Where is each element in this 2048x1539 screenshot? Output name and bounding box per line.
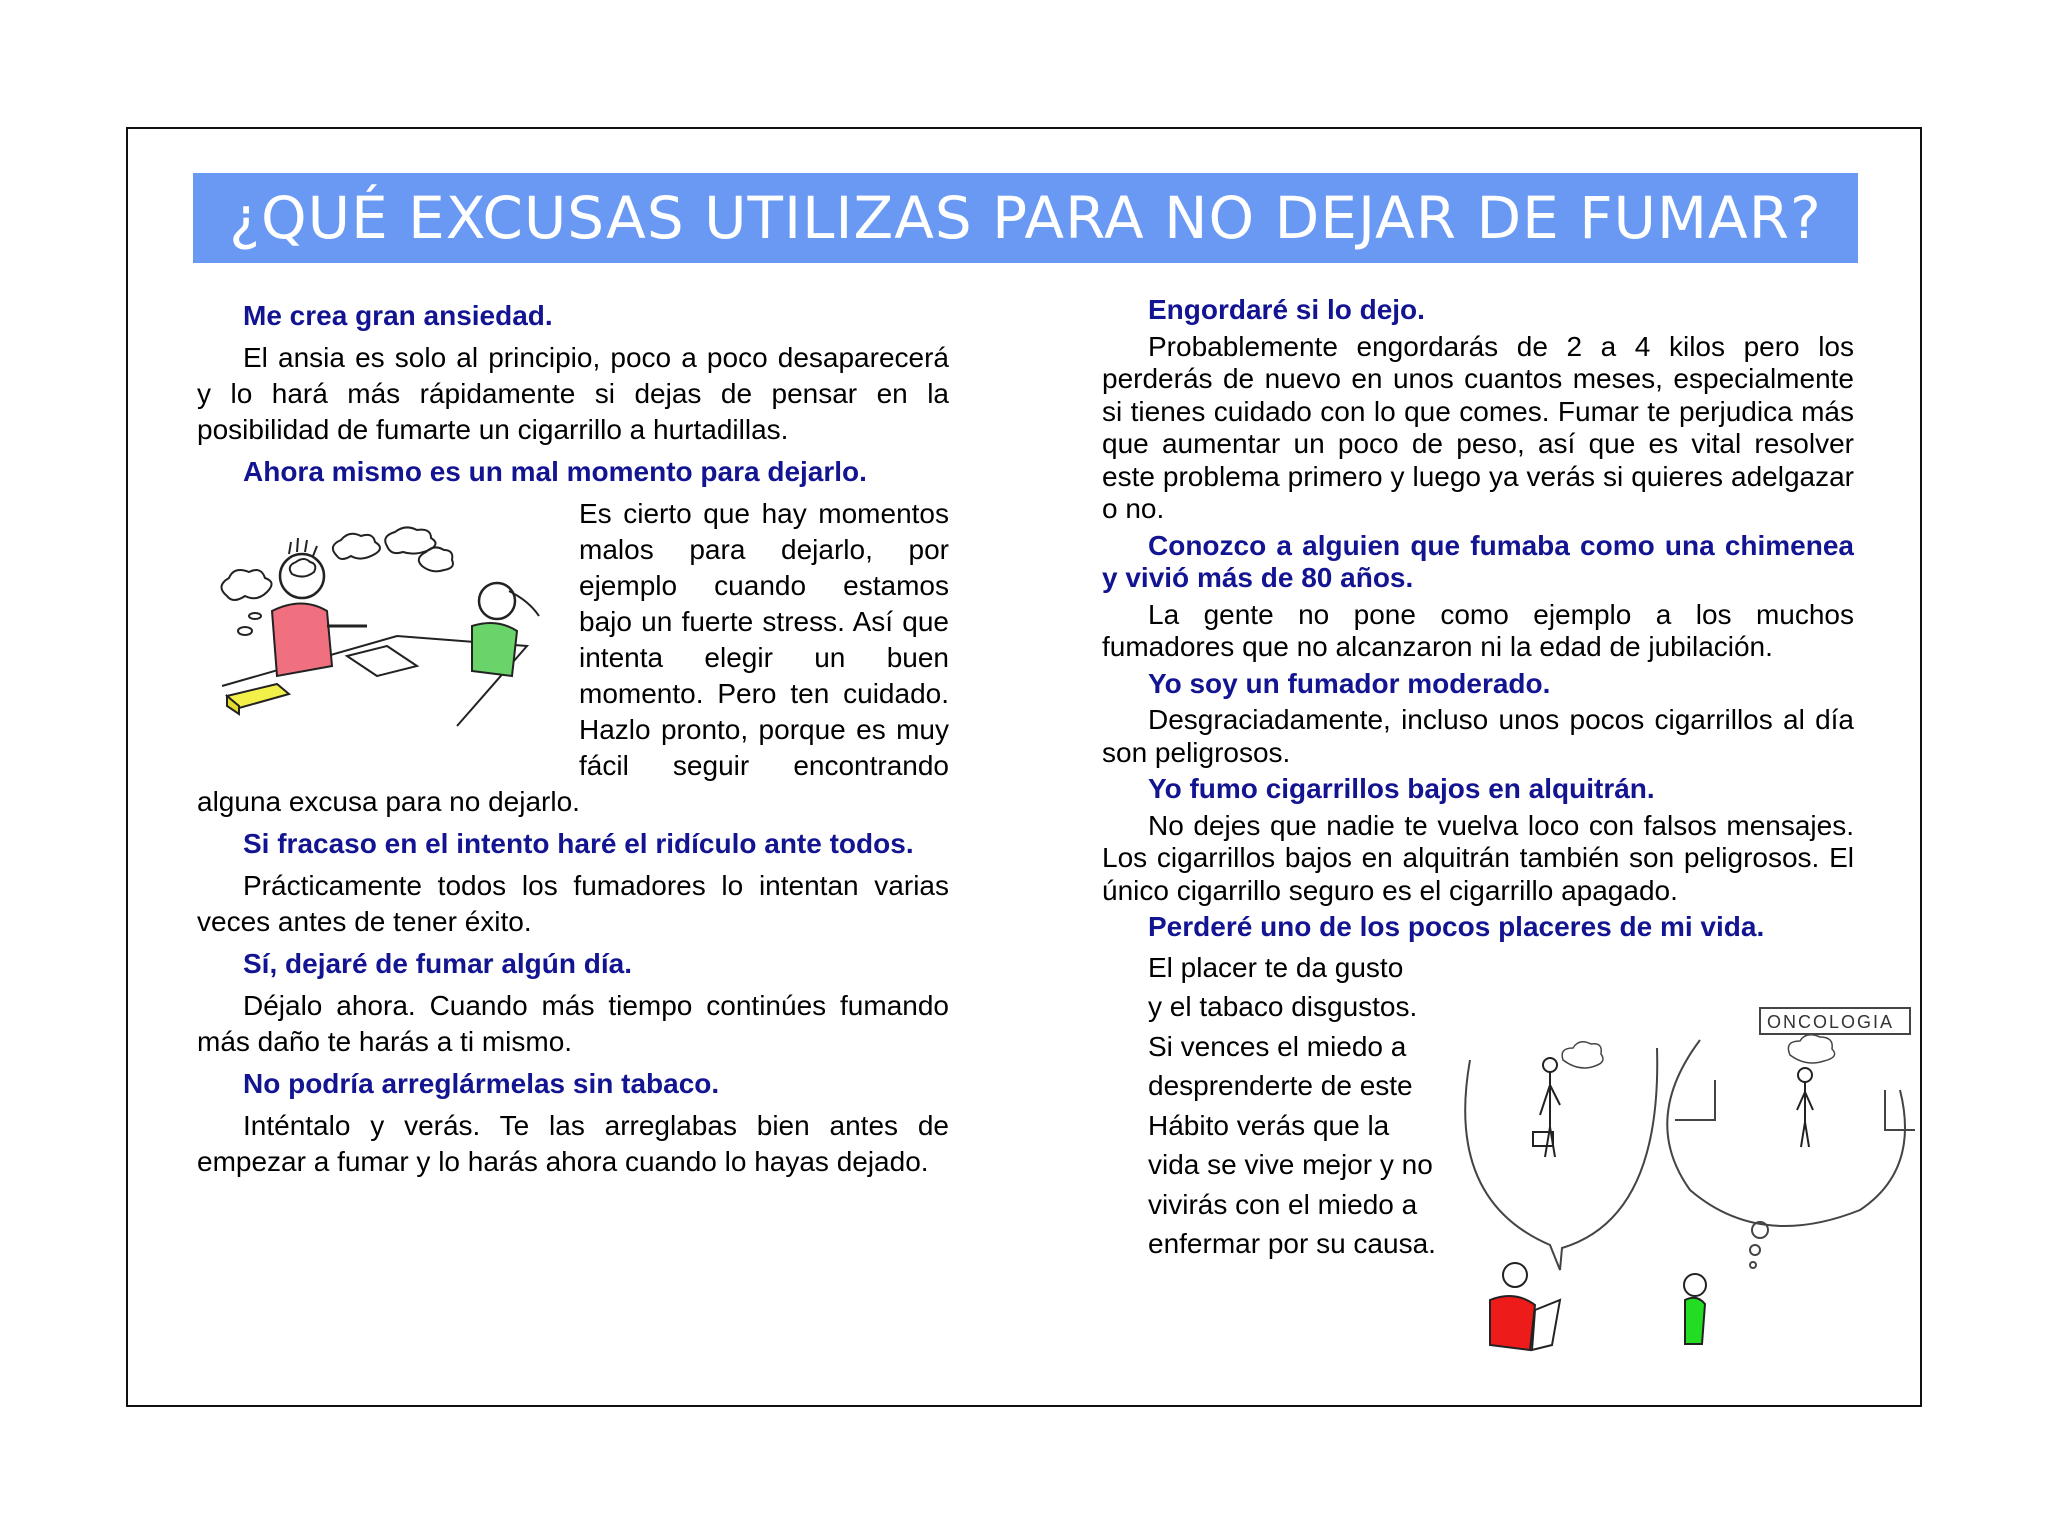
excuse-heading-low-tar: Yo fumo cigarrillos bajos en alquitrán. [1148,773,1655,804]
poem-line: y el tabaco disgustos. [1148,991,1418,1022]
excuse-heading-pleasure: Perderé uno de los pocos placeres de mi vida. [1148,911,1765,942]
smokers-table-illustration [197,496,567,756]
excuse-body-weight: Probablemente engordarás de 2 a 4 kilos pero los perderás de nuevo en unos cuantos meses, especialmente si tienes cuidado con lo que comes. Fumar te perjudica más que aumentar un poco de peso, así que es vital resolver este problema primero y luego ya verás si quieres adelgazar o no. [1102,330,1854,524]
excuse-heading-anxiety: Me crea gran ansiedad. [243,300,553,331]
excuse-body-ridicule: Prácticamente todos los fumadores lo intentan varias veces antes de tener éxito. [197,870,949,937]
excuse-body-chimney: La gente no pone como ejemplo a los muchos fumadores que no alcanzaron ni la edad de jubilación. [1102,598,1854,662]
oncology-thought-illustration [1455,1000,1915,1370]
excuse-heading-weight: Engordaré si lo dejo. [1148,294,1425,325]
poem-line: vivirás con el miedo a [1148,1188,1418,1220]
excuse-heading-ridicule: Si fracaso en el intento haré el ridículo ante todos. [243,828,914,859]
excuse-body-low-tar: No dejes que nadie te vuelva loco con falsos mensajes. Los cigarrillos bajos en alquitrán también son peligrosos. El único cigarrillo seguro es el cigarrillo apagado. [1102,809,1854,906]
poem-line: Si vences el miedo a [1148,1030,1407,1062]
excuse-heading-bad-moment: Ahora mismo es un mal momento para dejarlo. [243,456,867,487]
excuse-heading-cant-cope: No podría arreglármelas sin tabaco. [243,1068,720,1099]
poem-line: Hábito verás que la [1148,1109,1390,1141]
excuse-heading-someday: Sí, dejaré de fumar algún día. [243,948,632,979]
excuse-body-bad-moment-wrap [197,496,949,820]
excuse-body-moderate: Desgraciadamente, incluso unos pocos cigarrillos al día son peligrosos. [1102,704,1854,768]
oncology-sign-text: ONCOLOGIA [1767,1012,1895,1032]
excuse-heading-chimney: Conozco a alguien que fumaba como una chimenea y vivió más de 80 años. [1102,529,1854,593]
excuse-body-cant-cope: Inténtalo y verás. Te las arreglabas bien antes de empezar a fumar y lo harás ahora cuando lo hayas dejado. [197,1110,949,1177]
page-title: ¿QUÉ EXCUSAS UTILIZAS PARA NO DEJAR DE FUMAR? [193,173,1858,263]
poem-line: enfermar por su causa. [1148,1228,1436,1259]
excuse-body-bad-moment: Es cierto que hay momentos malos para dejarlo, por ejemplo cuando estamos bajo un fuerte stress. Así que intenta elegir un buen momento. Pero ten cuidado. Hazlo pronto, porque es muy fácil seguir encontrando alguna excusa para no dejarlo. [197,498,949,817]
excuse-heading-moderate: Yo soy un fumador moderado. [1148,667,1551,699]
excuse-body-someday: Déjalo ahora. Cuando más tiempo continúes fumando más daño te harás a ti mismo. [197,990,949,1057]
poem-line: desprenderte de este [1148,1070,1413,1101]
poem-line: vida se vive mejor y no [1148,1149,1433,1180]
excuse-body-anxiety: El ansia es solo al principio, poco a poco desaparecerá y lo hará más rápidamente si dejas de pensar en la posibilidad de fumarte un cigarrillo a hurtadillas. [197,342,949,445]
poem-line: El placer te da gusto [1148,951,1404,983]
left-column [197,292,949,1186]
